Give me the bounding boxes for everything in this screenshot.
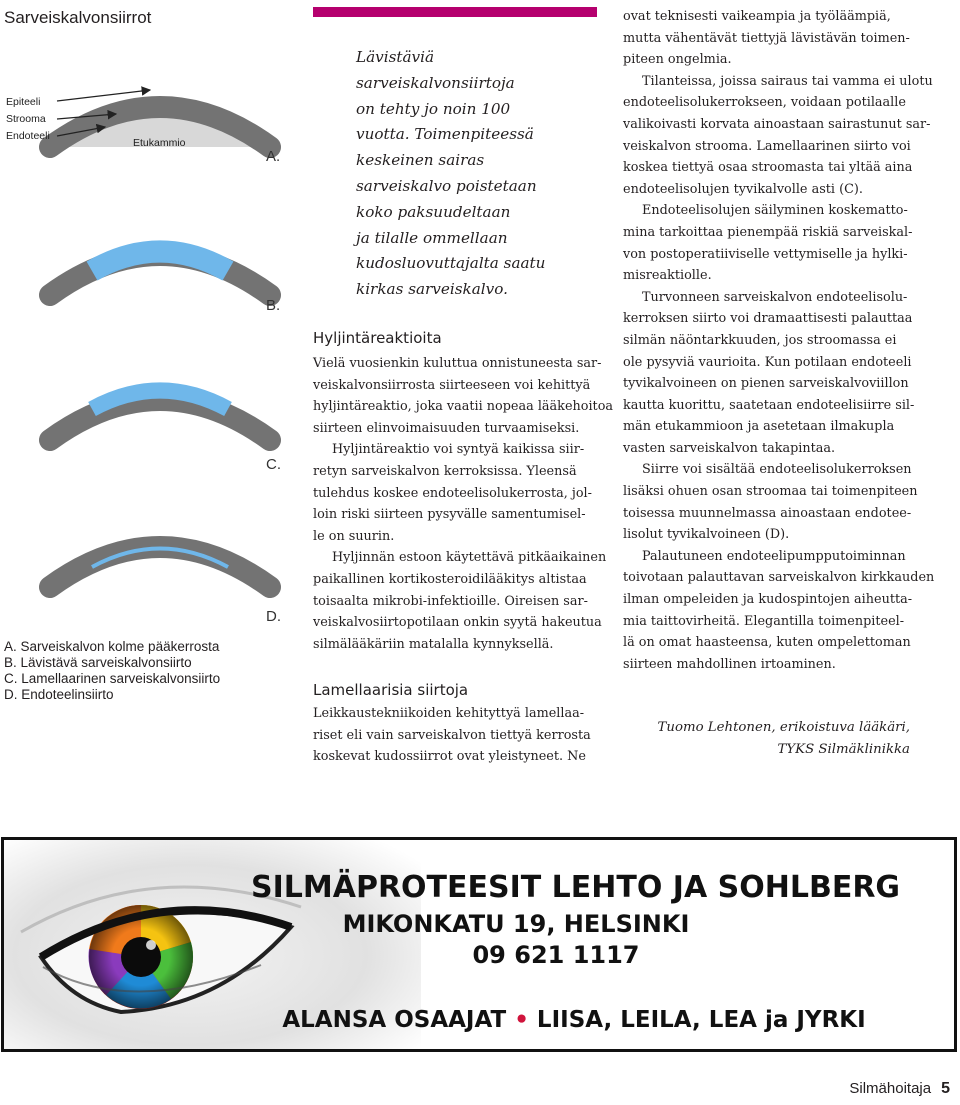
text-line: siirteen elinvoimaisuuden turvaamiseksi. [313,420,580,436]
pull-quote-line: keskeinen sairas [356,151,485,170]
text-line: ole pysyviä vaurioita. Kun potilaan endoteeli [623,354,912,370]
text-line: koskea tiettyä osaa stroomasta tai yltää aina [623,160,913,176]
pull-quote-line: koko paksuudeltaan [356,202,511,221]
text-line: valikoivasti korvata ainoastaan sairastunut sar- [623,116,931,132]
advertisement [1,837,957,1052]
text-line: lisolut tyvikalvoineen (D). [623,527,790,543]
section-heading: Hyljintäreaktioita [313,329,442,347]
section-lamellaarisia [313,677,603,768]
text-line: endoteelisolujen tyvikalvolle asti (C). [623,181,863,197]
ad-staff-prefix: ALANSA OSAAJAT [282,1007,507,1033]
text-line: Hyljinnän estoon käytettävä pitkäaikainen [332,550,607,566]
text-line: loin riski siirteen pysyvälle samentumisel- [313,507,586,523]
ad-phone: 09 621 1117 [472,941,640,969]
ad-company-name: SILMÄPROTEESIT LEHTO JA SOHLBERG [251,870,901,905]
pull-quote-line: on tehty jo noin 100 [356,99,511,118]
text-line: Hyljintäreaktio voi syntyä kaikissa siir- [332,442,585,458]
text-line: Palautuneen endoteelipumpputoiminnan [642,548,906,564]
text-line: riset eli vain sarveiskalvon tiettyä kerrosta [313,727,591,743]
text-line: Endoteelisolujen säilyminen koskematto- [642,203,908,219]
colorful-iris [89,905,194,1009]
text-line: tyvikalvoineen on pienen sarveiskalvoviillon [623,376,909,392]
text-line: Leikkaustekniikoiden kehityttyä lamellaa- [313,706,585,721]
text-line: veiskalvosiirtopotilaan onkin syytä hakeutua [313,615,602,631]
publication-name: Silmähoitaja [849,1080,932,1097]
text-line: lisäksi ohuen osan stroomaa tai toimenpiteen [623,484,918,500]
text-line: män etukammioon ja asetetaan ilmakupla [623,419,895,435]
page-number: 5 [941,1080,950,1097]
section-heading: Lamellaarisia siirtoja [313,681,469,699]
text-line: toisaalta mikrobi-infektioille. Oireisen sar- [313,593,588,609]
bullet-icon: • [514,1007,529,1033]
section-hyljintareaktioita [313,325,614,655]
text-line: silmän näöntarkkuuden, jos stroomassa ei [623,332,897,348]
caption-line: A. Sarveiskalvon kolme pääkerrosta [4,639,220,654]
text-line: toisessa muunnelmassa ainoastaan endotee- [623,505,912,521]
text-line: Vielä vuosienkin kuluttua onnistuneesta sar- [313,356,602,371]
figure-letter-d: D. [266,608,281,625]
label-epiteeli: Epiteeli [6,96,41,108]
text-line: hyljintäreaktio, joka vaatii nopeaa lääkehoitoa [313,399,614,415]
accent-bar [313,7,597,17]
text-line: mina tarkoittaa pienempää riskiä sarveiskal- [623,224,913,240]
text-line: endoteelisolukerrokseen, voidaan potilaalle [623,95,906,111]
text-line: veiskalvonsiirrosta siirteeseen voi kehittyä [313,377,591,393]
cornea-diagram-d [50,547,270,587]
label-etukammio: Etukammio [133,137,186,149]
ad-staff [274,1007,874,1033]
text-line: le on suurin. [313,528,395,544]
text-line: Turvonneen sarveiskalvon endoteelisolu- [642,289,908,305]
pull-quote-line: Lävistäviä [356,48,435,66]
pull-quote-line: vuotta. Toimenpiteessä [356,125,534,144]
text-line: kerroksen siirto voi dramaattisesti palauttaa [623,311,913,327]
text-line: veiskalvon strooma. Lamellaarinen siirto voi [623,138,911,154]
pull-quote-line: kudosluovuttajalta saatu [356,254,546,273]
label-endoteeli: Endoteeli [6,130,50,142]
text-line: mia taittovirheitä. Elegantilla toimenpiteel- [623,613,905,629]
signature-line: Tuomo Lehtonen, erikoistuva lääkäri, [657,720,910,735]
pull-quote-line: kirkas sarveiskalvo. [356,280,508,299]
ad-staff-names: LIISA, LEILA, LEA ja JYRKI [536,1007,866,1033]
caption-line: D. Endoteelinsiirto [4,687,114,702]
figure-letter-b: B. [266,297,281,314]
text-line: Siirre voi sisältää endoteelisolukerroksen [642,462,912,478]
caption-line: B. Lävistävä sarveiskalvonsiirto [4,655,192,670]
figure-caption [4,639,220,703]
text-line: ovat teknisesti vaikeampia ja työläämpiä, [623,9,891,24]
figure-title: Sarveiskalvonsiirrot [4,8,152,27]
pull-quote-line: sarveiskalvonsiirtoja [356,73,515,92]
text-line: retyn sarveiskalvon kerroksissa. Yleensä [313,463,577,479]
text-line: Tilanteissa, joissa sairaus tai vamma ei ulotu [642,73,933,89]
text-line: silmälääkäriin matalalla kynnyksellä. [313,636,554,652]
author-signature [623,717,910,760]
text-line: piteen ongelmia. [623,52,732,68]
figure-letter-a: A. [266,148,281,165]
pull-quote-line: sarveiskalvo poistetaan [356,176,537,195]
signature-line: TYKS Silmäklinikka [777,741,910,757]
text-line: von postoperatiiviselle vettymiselle ja hylki- [623,246,908,262]
figure-letter-c: C. [266,456,281,473]
ad-address: MIKONKATU 19, HELSINKI [342,910,690,938]
cornea-diagrams [0,85,300,630]
text-line: tulehdus koskee endoteelisolukerrosta, jol- [313,485,592,501]
cornea-diagram-c [50,391,270,441]
caption-line: C. Lamellaarinen sarveiskalvonsiirto [4,671,221,686]
right-column [623,6,935,675]
text-line: misreaktiolle. [623,268,712,284]
text-line: vasten sarveiskalvon takapintaa. [623,440,836,456]
page-footer [849,1080,950,1098]
cornea-diagram-b [50,252,270,296]
pull-quote-line: ja tilalle ommellaan [356,228,508,247]
label-strooma: Strooma [6,113,46,125]
pull-quote [356,45,596,303]
text-line: lä on omat haasteensa, kuten ompelettoman [623,635,911,651]
text-line: siirteen mahdollinen irtoaminen. [623,656,836,672]
text-line: mutta vähentävät tiettyjä lävistävän toimen- [623,30,910,46]
text-line: paikallinen kortikosteroidilääkitys altistaa [313,571,587,587]
text-line: ilman ompeleiden ja kudospintojen aiheutta- [623,592,913,608]
text-line: koskevat kudossiirrot ovat yleistyneet. Ne [313,749,586,765]
text-line: toivotaan palauttavan sarveiskalvon kirkkauden [623,570,935,586]
text-line: kautta kuorittu, saatetaan endoteelisiirre sil- [623,397,915,413]
